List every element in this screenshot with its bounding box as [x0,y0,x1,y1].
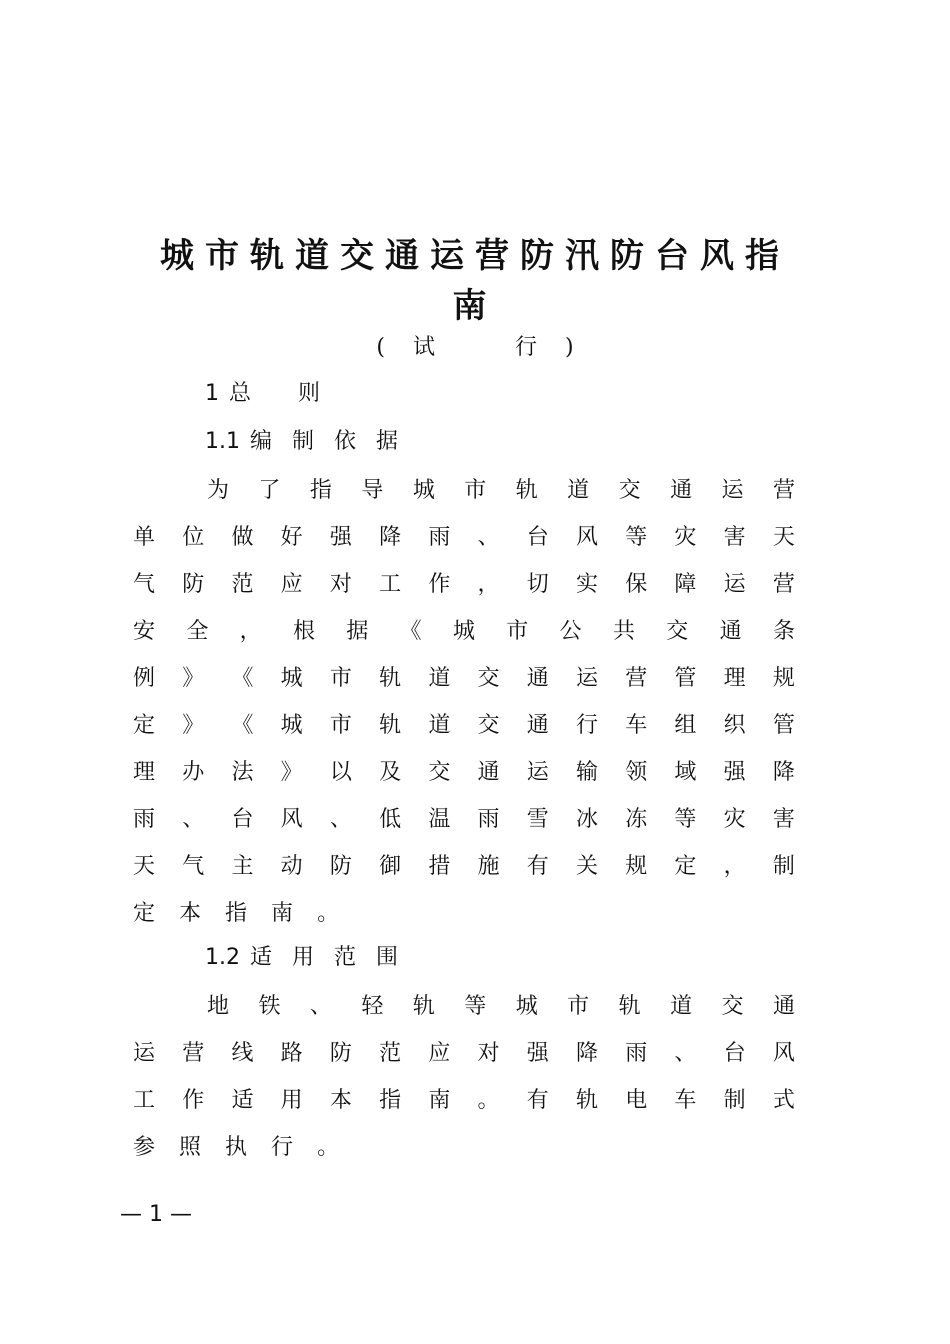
paragraph-char: 、 [674,1040,697,1066]
paragraph-char: 电 [625,1087,648,1113]
paragraph-char: 了 [258,477,281,503]
paragraph-char: 法 [231,759,254,785]
paragraph-char: 式 [772,1087,795,1113]
paragraph-char: 强 [329,524,352,550]
paragraph-char: 通 [477,759,500,785]
paragraph-char: 。 [317,900,340,926]
section-1-heading [205,376,340,407]
paragraph-char: 交 [721,993,744,1019]
document-subtitle [0,330,950,361]
paragraph-char: 指 [379,1087,402,1113]
paragraph-char: 风 [575,524,598,550]
paragraph-char: 以 [329,759,352,785]
paragraph-char: 城 [412,477,435,503]
subtitle-close-paren: ) [565,335,574,360]
section-1-1-number: 1.1 [205,429,240,454]
subtitle-char-2: 行 [515,335,538,360]
paragraph-char: 雨 [133,806,156,832]
paragraph-char: 有 [526,1087,549,1113]
paragraph-char: 等 [464,993,487,1019]
paragraph-char: 市 [506,618,529,644]
paragraph-line [133,661,795,691]
paragraph-char: 对 [329,571,352,597]
paragraph-char: 降 [772,759,795,785]
paragraph-char: 铁 [258,993,281,1019]
paragraph-char: 交 [618,477,641,503]
paragraph-line [207,989,795,1019]
paragraph-char: 道 [428,665,451,691]
paragraph-char: 道 [670,993,693,1019]
paragraph-char: 营 [625,665,648,691]
paragraph-char: 防 [329,1040,352,1066]
paragraph-char: 关 [575,853,598,879]
paragraph-char: 灾 [674,524,697,550]
paragraph-char: 行 [271,1134,294,1160]
paragraph-char: 通 [719,618,742,644]
paragraph-char: 冻 [625,806,648,832]
paragraph-char: 定 [674,853,697,879]
paragraph-char: ， [477,571,500,597]
paragraph-char: 行 [575,712,598,738]
paragraph-char: ， [723,853,746,879]
paragraph-char: 应 [428,1040,451,1066]
paragraph-char: 管 [674,665,697,691]
paragraph-line [133,1036,795,1066]
page-number: — 1 — [120,1202,192,1227]
paragraph-char: 条 [772,618,795,644]
paragraph-char: 规 [625,853,648,879]
paragraph-char: 输 [575,759,598,785]
paragraph-char: 运 [721,477,744,503]
paragraph-char: 、 [309,993,332,1019]
paragraph-char: 《 [231,712,254,738]
paragraph-char: 轨 [575,1087,598,1113]
paragraph-char: 气 [182,853,205,879]
paragraph-char: 导 [361,477,384,503]
paragraph-char: 轻 [361,993,384,1019]
paragraph-char: 温 [428,806,451,832]
paragraph-char: 制 [723,1087,746,1113]
paragraph-char: 定 [133,712,156,738]
paragraph-char: 营 [772,477,795,503]
paragraph-char: 工 [379,571,402,597]
paragraph-char: 市 [329,665,352,691]
paragraph-char: 应 [280,571,303,597]
paragraph-line [133,755,795,785]
paragraph-char: 南 [428,1087,451,1113]
paragraph-char: 台 [723,1040,746,1066]
paragraph-char: 为 [207,477,230,503]
paragraph-char: ， [239,618,262,644]
paragraph-char: 域 [674,759,697,785]
paragraph-char: 强 [723,759,746,785]
paragraph-char: 营 [182,1040,205,1066]
paragraph-char: 南 [271,900,294,926]
paragraph-char: 公 [559,618,582,644]
paragraph-line [133,567,795,597]
paragraph-char: 制 [772,853,795,879]
paragraph-char: 轨 [412,993,435,1019]
subtitle-open-paren: ( [376,335,385,360]
document-title-line-1: 城市轨道交通运营防汛防台风指 [160,236,790,276]
paragraph-char: 通 [526,665,549,691]
paragraph-char: 管 [772,712,795,738]
paragraph-char: 城 [280,665,303,691]
paragraph-char: 灾 [723,806,746,832]
paragraph-char: 及 [379,759,402,785]
paragraph-char: 雪 [526,806,549,832]
paragraph-char: 织 [723,712,746,738]
paragraph-char: 位 [182,524,205,550]
paragraph-char: 运 [133,1040,156,1066]
paragraph-char: 交 [477,712,500,738]
paragraph-char: 据 [346,618,369,644]
paragraph-char: 运 [575,665,598,691]
paragraph-char: 交 [477,665,500,691]
paragraph-char: 路 [280,1040,303,1066]
paragraph-char: 轨 [379,712,402,738]
paragraph-char: 全 [186,618,209,644]
section-1-number: 1 [205,381,219,406]
paragraph-char: 轨 [379,665,402,691]
paragraph-char: 本 [329,1087,352,1113]
paragraph-line [207,473,795,503]
paragraph-line [133,1130,795,1160]
section-1-2-number: 1.2 [205,945,240,970]
paragraph-char: 运 [526,759,549,785]
paragraph-char: 《 [399,618,422,644]
paragraph-char: 组 [674,712,697,738]
paragraph-char: 城 [515,993,538,1019]
paragraph-char: 线 [231,1040,254,1066]
paragraph-char: 参 [133,1134,156,1160]
paragraph-char: 风 [772,1040,795,1066]
paragraph-char: 好 [280,524,303,550]
paragraph-char: 天 [772,524,795,550]
paragraph-char: 强 [526,1040,549,1066]
paragraph-char: 动 [280,853,303,879]
paragraph-char: 理 [723,665,746,691]
paragraph-char: 作 [182,1087,205,1113]
paragraph-char: 》 [182,712,205,738]
paragraph-char: 做 [231,524,254,550]
paragraph-char: 主 [231,853,254,879]
paragraph-char: 冰 [575,806,598,832]
paragraph-char: 本 [179,900,202,926]
paragraph-line [133,849,795,879]
paragraph-char: 、 [329,806,352,832]
paragraph-char: 通 [772,993,795,1019]
paragraph-char: 通 [670,477,693,503]
paragraph-line [133,614,795,644]
paragraph-char: 安 [133,618,156,644]
section-1-title: 总 则 [229,381,340,406]
paragraph-char: 施 [477,853,500,879]
paragraph-char: 范 [379,1040,402,1066]
paragraph-char: 天 [133,853,156,879]
paragraph-char: 道 [567,477,590,503]
section-1-2-heading [205,940,418,971]
paragraph-char: 领 [625,759,648,785]
paragraph-char: 轨 [618,993,641,1019]
paragraph-char: 共 [612,618,635,644]
paragraph-char: 害 [772,806,795,832]
subtitle-char-1: 试 [412,335,435,360]
paragraph-char: 雨 [477,806,500,832]
paragraph-char: 根 [292,618,315,644]
paragraph-char: 降 [379,524,402,550]
paragraph-char: 对 [477,1040,500,1066]
paragraph-char: 等 [674,806,697,832]
paragraph-char: 城 [452,618,475,644]
paragraph-char: 工 [133,1087,156,1113]
paragraph-char: 害 [723,524,746,550]
paragraph-char: 》 [280,759,303,785]
section-1-1-title: 编制依据 [250,429,419,454]
paragraph-char: 雨 [428,524,451,550]
paragraph-char: 防 [329,853,352,879]
paragraph-char: 规 [772,665,795,691]
paragraph-char: 车 [625,712,648,738]
paragraph-char: 。 [477,1087,500,1113]
paragraph-char: 等 [625,524,648,550]
paragraph-char: 、 [477,524,500,550]
paragraph-char: 《 [231,665,254,691]
paragraph-char: 雨 [625,1040,648,1066]
paragraph-char: 防 [182,571,205,597]
paragraph-char: 风 [280,806,303,832]
paragraph-char: 降 [575,1040,598,1066]
paragraph-char: 照 [179,1134,202,1160]
paragraph-char: 营 [772,571,795,597]
paragraph-line [133,708,795,738]
paragraph-char: 作 [428,571,451,597]
paragraph-char: 轨 [515,477,538,503]
paragraph-char: 指 [309,477,332,503]
paragraph-char: 交 [428,759,451,785]
paragraph-char: 气 [133,571,156,597]
paragraph-line [133,1083,795,1113]
paragraph-char: 台 [526,524,549,550]
section-1-2-title: 适用范围 [250,945,419,970]
paragraph-char: 市 [567,993,590,1019]
paragraph-char: 实 [575,571,598,597]
paragraph-char: 城 [280,712,303,738]
paragraph-char: 、 [182,806,205,832]
paragraph-char: 措 [428,853,451,879]
paragraph-char: 执 [225,1134,248,1160]
document-title-line-2: 南 [452,286,498,326]
paragraph-char: 市 [464,477,487,503]
paragraph-char: 。 [317,1134,340,1160]
paragraph-char: 交 [666,618,689,644]
paragraph-char: 障 [674,571,697,597]
paragraph-line [133,520,795,550]
paragraph-char: 台 [231,806,254,832]
paragraph-char: 保 [625,571,648,597]
paragraph-char: 道 [428,712,451,738]
paragraph-char: 通 [526,712,549,738]
paragraph-char: 御 [379,853,402,879]
paragraph-char: 市 [329,712,352,738]
paragraph-char: 地 [207,993,230,1019]
paragraph-char: 指 [225,900,248,926]
paragraph-char: 理 [133,759,156,785]
paragraph-char: 适 [231,1087,254,1113]
paragraph-line [133,802,795,832]
section-1-1-heading [205,424,418,455]
paragraph-char: 低 [379,806,402,832]
paragraph-char: 》 [182,665,205,691]
paragraph-line [133,896,795,926]
paragraph-char: 运 [723,571,746,597]
paragraph-char: 用 [280,1087,303,1113]
paragraph-char: 单 [133,524,156,550]
paragraph-char: 例 [133,665,156,691]
paragraph-char: 办 [182,759,205,785]
paragraph-char: 切 [526,571,549,597]
paragraph-char: 有 [526,853,549,879]
paragraph-char: 范 [231,571,254,597]
paragraph-char: 定 [133,900,156,926]
paragraph-char: 车 [674,1087,697,1113]
